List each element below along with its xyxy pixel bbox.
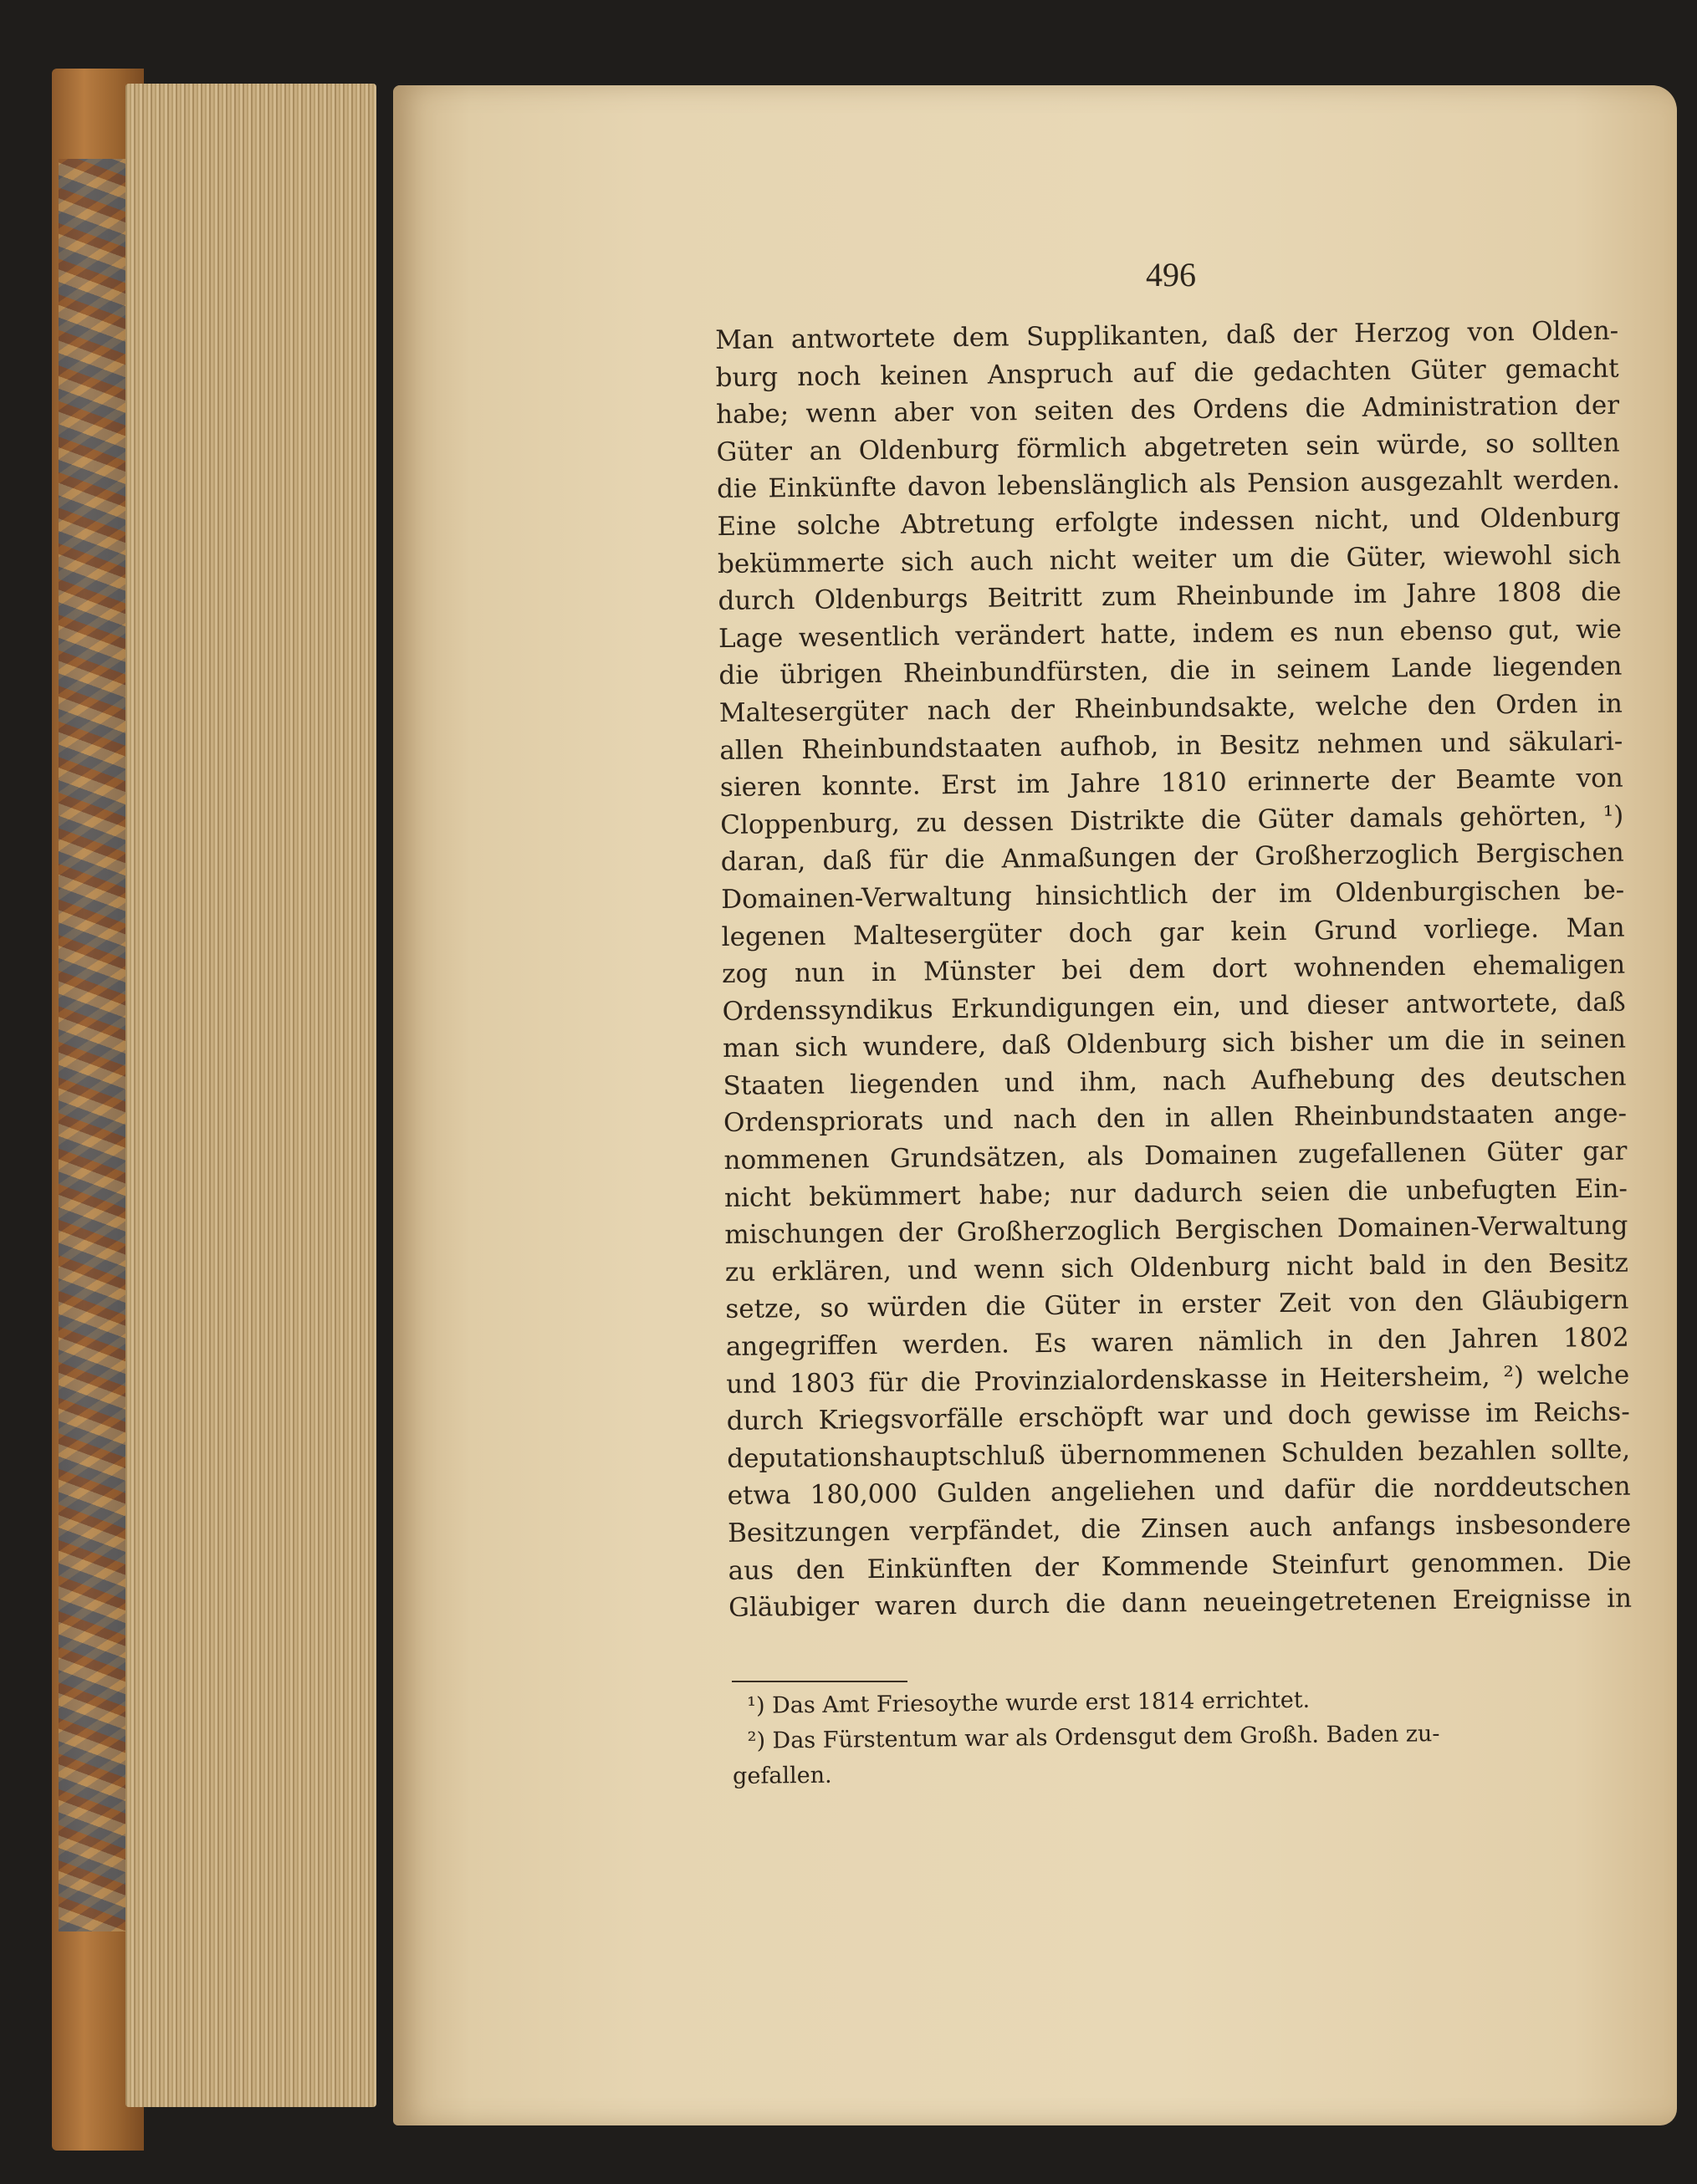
marbled-endpaper xyxy=(59,159,125,1931)
text-line: Gläubiger waren durch die dann neueingetretenen Ereignisse in xyxy=(728,1583,1633,1624)
text-line: Ordenspriorats und nach den in allen Rheinbundstaaten ange- xyxy=(723,1099,1628,1139)
text-line: durch Kriegsvorfälle erschöpft war und doch gewisse im Reichs- xyxy=(726,1396,1630,1437)
footnote-2-continuation: gefallen. xyxy=(732,1762,832,1789)
text-line: zog nun in Münster bei dem dort wohnenden ehemaligen xyxy=(721,949,1626,990)
text-line: Domainen-Verwaltung hinsichtlich der im Oldenburgischen be- xyxy=(721,875,1625,915)
text-line: nicht bekümmert habe; nur dadurch seien die unbefugten Ein- xyxy=(723,1173,1628,1213)
footnotes xyxy=(732,1680,1628,1794)
text-line: Lage wesentlich verändert hatte, indem es nun ebenso gut, wie xyxy=(718,614,1623,654)
text-line: legenen Maltesergüter doch gar kein Grund vorliege. Man xyxy=(721,912,1625,952)
text-line: Ordenssyndikus Erkundigungen ein, und dieser antwortete, daß xyxy=(722,987,1626,1027)
text-line: sieren konnte. Erst im Jahre 1810 erinnerte der Beamte von xyxy=(719,763,1623,804)
text-line: nommenen Grundsätzen, als Domainen zugefallenen Güter gar xyxy=(723,1135,1628,1176)
page-edges xyxy=(125,84,376,2107)
footnote-rule xyxy=(732,1681,907,1682)
text-line: allen Rheinbundstaaten aufhob, in Besitz nehmen und säkulari- xyxy=(719,726,1623,766)
text-line: daran, daß für die Anmaßungen der Großherzoglich Bergischen xyxy=(720,837,1624,878)
text-line: Besitzungen verpfändet, die Zinsen auch anfangs insbesondere xyxy=(727,1508,1632,1549)
text-line: Eine solche Abtretung erfolgte indessen nicht, und Oldenburg xyxy=(717,502,1621,542)
text-line: habe; wenn aber von seiten des Ordens die Administration der xyxy=(715,390,1620,431)
text-line: aus den Einkünften der Kommende Steinfurt genommen. Die xyxy=(728,1546,1632,1586)
text-line: deputationshauptschluß übernommenen Schulden bezahlen sollte, xyxy=(727,1434,1631,1474)
text-line: die Einkünfte davon lebenslänglich als Pension ausgezahlt werden. xyxy=(716,465,1621,505)
body-text xyxy=(715,313,1632,1627)
text-line: setze, so würden die Güter in erster Zeit von den Gläubigern xyxy=(725,1285,1629,1325)
text-line: die übrigen Rheinbundfürsten, die in seinem Lande liegenden xyxy=(718,651,1623,691)
footnote-1: ¹) Das Amt Friesoythe wurde erst 1814 errichtet. xyxy=(747,1686,1311,1719)
text-line: bekümmerte sich auch nicht weiter um die Güter, wiewohl sich xyxy=(717,539,1622,579)
text-line: Staaten liegenden und ihm, nach Aufhebung des deutschen xyxy=(723,1061,1627,1101)
text-line: und 1803 für die Provinzialordenskasse in Heitersheim, ²) welche xyxy=(726,1360,1630,1400)
footnote-2: ²) Das Fürstentum war als Ordensgut dem Großh. Baden zu- xyxy=(747,1721,1440,1754)
text-line: Cloppenburg, zu dessen Distrikte die Güter damals gehörten, ¹) xyxy=(720,800,1624,840)
text-line: man sich wundere, daß Oldenburg sich bisher um die in seinen xyxy=(722,1023,1627,1064)
text-line: Güter an Oldenburg förmlich abgetreten sein würde, so sollten xyxy=(716,427,1620,467)
page-number: 496 xyxy=(1146,256,1196,293)
text-line: angegriffen werden. Es waren nämlich in den Jahren 1802 xyxy=(725,1322,1629,1362)
text-line: mischungen der Großherzoglich Bergischen Domainen-Verwaltung xyxy=(724,1210,1628,1251)
text-line: Man antwortete dem Supplikanten, daß der Herzog von Olden- xyxy=(715,315,1619,355)
text-line: Maltesergüter nach der Rheinbundsakte, welche den Orden in xyxy=(718,688,1623,728)
text-line: durch Oldenburgs Beitritt zum Rheinbunde im Jahre 1808 die xyxy=(718,576,1622,617)
text-line: burg noch keinen Anspruch auf die gedachten Güter gemacht xyxy=(715,353,1619,393)
text-line: etwa 180,000 Gulden angeliehen und dafür die norddeutschen xyxy=(727,1472,1631,1512)
text-line: zu erklären, und wenn sich Oldenburg nicht bald in den Besitz xyxy=(724,1248,1629,1288)
